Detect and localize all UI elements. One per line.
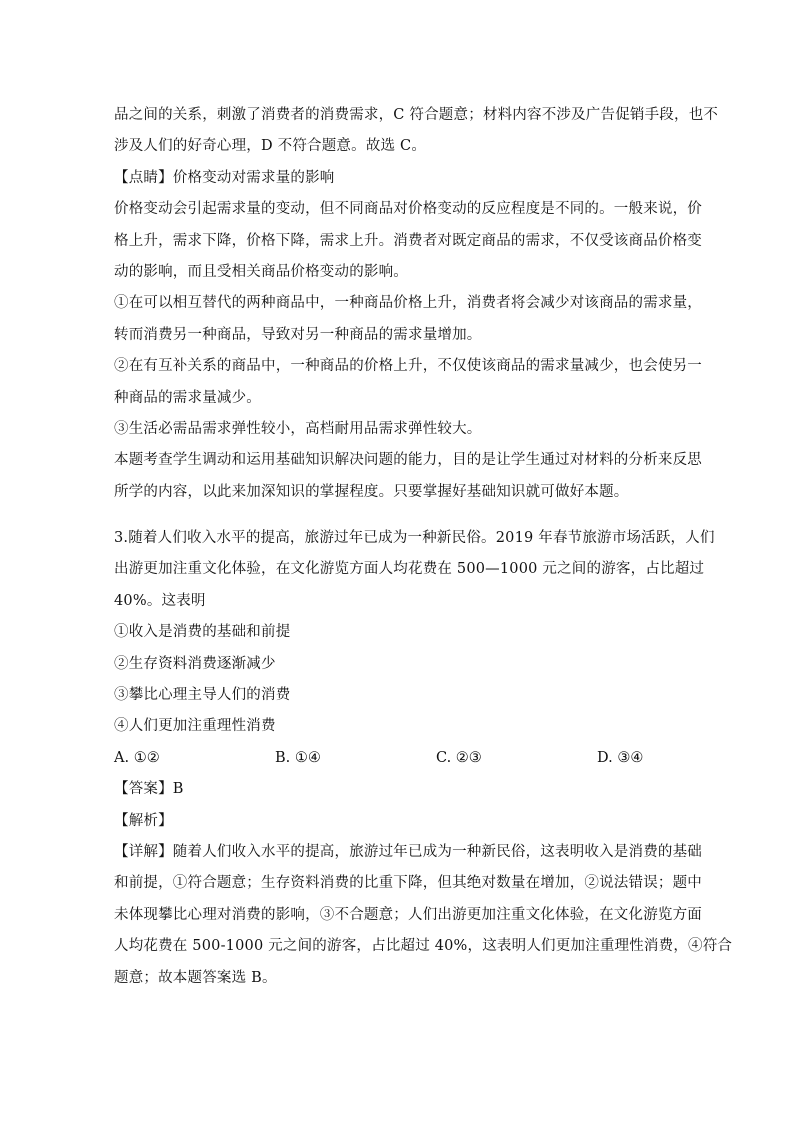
detail-line: 未体现攀比心理对消费的影响，③不合题意；人们出游更加注重文化体验，在文化游览方面	[114, 906, 702, 923]
text-line: ②在有互补关系的商品中，一种商品的价格上升，不仅使该商品的需求量减少，也会使另一	[114, 358, 702, 375]
statement-2: ②生存资料消费逐渐减少	[114, 655, 276, 672]
detail-line: 题意；故本题答案选 B。	[114, 969, 277, 986]
statement-1: ①收入是消费的基础和前提	[114, 624, 291, 641]
option-a: A. ①②	[114, 749, 160, 766]
previous-answer-section	[114, 100, 719, 163]
detail-line: 人均花费在 500-1000 元之间的游客，占比超过 40%，这表明人们更加注重理性消费，④符合	[114, 938, 733, 955]
document-page	[114, 100, 733, 994]
text-line: 动的影响，而且受相关商品价格变动的影响。	[114, 263, 408, 280]
text-line: 种商品的需求量减少。	[114, 389, 261, 406]
tip-heading: 【点睛】价格变动对需求量的影响	[114, 169, 335, 186]
statement-4: ④人们更加注重理性消费	[114, 718, 276, 735]
text-line: 涉及人们的好奇心理，D 不符合题意。故选 C。	[114, 138, 427, 155]
text-line: 本题考查学生调动和运用基础知识解决问题的能力，目的是让学生通过对材料的分析来反思	[114, 452, 702, 469]
text-line: ①在可以相互替代的两种商品中，一种商品价格上升，消费者将会减少对该商品的需求量，	[114, 295, 702, 312]
answer-options	[114, 743, 684, 774]
option-d: D. ③④	[597, 749, 644, 766]
question-section	[114, 523, 733, 994]
option-c: C. ②③	[436, 749, 482, 766]
text-line: 品之间的关系，刺激了消费者的消费需求，C 符合题意；材料内容不涉及广告促销手段，也不	[114, 107, 719, 123]
text-line: 价格变动会引起需求量的变动，但不同商品对价格变动的反应程度是不同的。一般来说，价	[114, 201, 702, 218]
detail-line: 和前提，①符合题意；生存资料消费的比重下降，但其绝对数量在增加，②说法错误；题中	[114, 875, 702, 892]
tip-section	[114, 163, 702, 508]
section-gap	[114, 508, 684, 523]
question-stem-line: 出游更加注重文化体验，在文化游览方面人均花费在 500—1000 元之间的游客，占比超过	[114, 561, 705, 578]
answer-line: 【答案】B	[114, 781, 184, 798]
analysis-heading: 【解析】	[114, 812, 173, 829]
text-line: 转而消费另一种商品，导致对另一种商品的需求量增加。	[114, 326, 482, 343]
question-stem-line: 3.随着人们收入水平的提高，旅游过年已成为一种新民俗。2019 年春节旅游市场活跃，人们	[114, 530, 715, 547]
text-line: 格上升，需求下降，价格下降，需求上升。消费者对既定商品的需求，不仅受该商品价格变	[114, 232, 702, 249]
detail-line: 【详解】随着人们收入水平的提高，旅游过年已成为一种新民俗，这表明收入是消费的基础	[114, 843, 702, 860]
text-line: ③生活必需品需求弹性较小，高档耐用品需求弹性较大。	[114, 420, 482, 437]
option-b: B. ①④	[275, 749, 321, 766]
question-stem-line: 40%。这表明	[114, 592, 206, 609]
text-line: 所学的内容，以此来加深知识的掌握程度。只要掌握好基础知识就可做好本题。	[114, 483, 629, 500]
statement-3: ③攀比心理主导人们的消费	[114, 687, 291, 704]
